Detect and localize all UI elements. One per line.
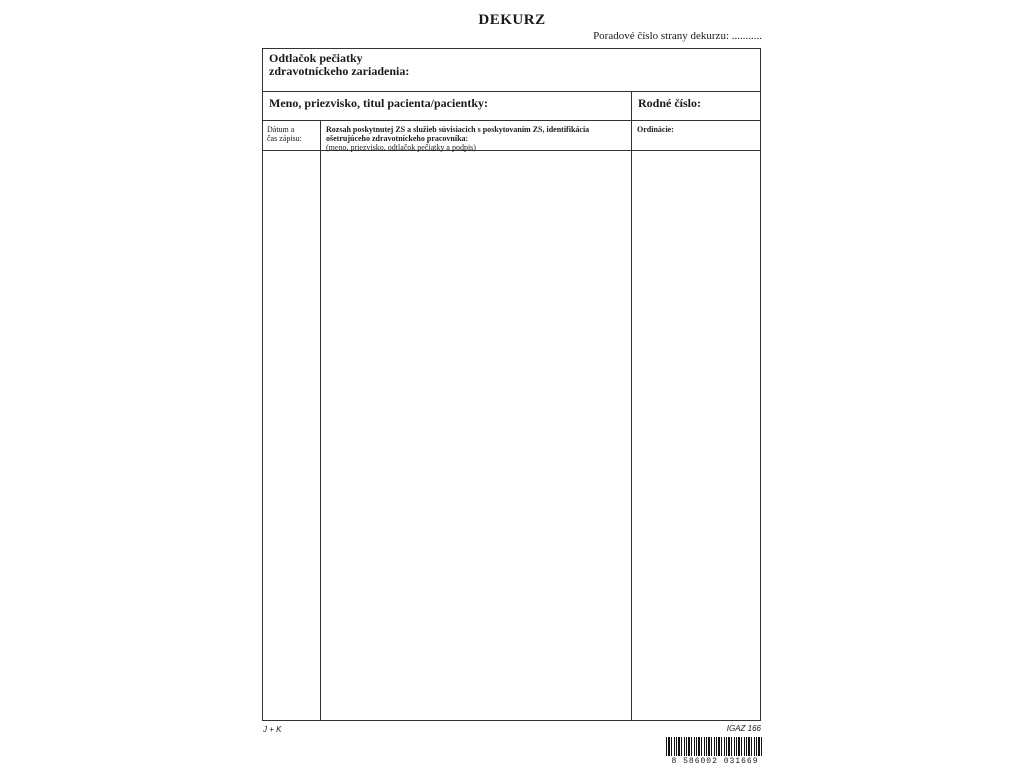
document-title: DEKURZ: [478, 12, 546, 28]
stamp-label: [269, 52, 409, 78]
barcode-digits: 8 586002 031669: [671, 757, 759, 766]
birth-number-divider: [631, 92, 632, 121]
stamp-row: [263, 49, 760, 92]
date-column-divider: [320, 121, 321, 720]
birth-number-label: Rodné číslo:: [638, 96, 701, 110]
scope-column-header: [326, 125, 626, 152]
patient-name-label: Meno, priezvisko, titul pacienta/pacientky:: [269, 96, 488, 110]
page-number-label: Poradové číslo strany dekurzu: ...........: [593, 30, 762, 42]
date-column-header: [267, 125, 317, 143]
scope-header-note: (meno, priezvisko, odtlačok pečiatky a podpis): [326, 143, 476, 152]
barcode-bars: [666, 737, 764, 756]
stamp-label-line1: Odtlačok pečiatky: [269, 51, 363, 65]
stamp-label-line2: zdravotníckeho zariadenia:: [269, 64, 410, 78]
patient-row: [263, 92, 760, 121]
date-header-line2: čas zápisu:: [267, 134, 302, 143]
barcode: [666, 737, 764, 765]
scope-header-text: Rozsah poskytnutej ZS a služieb súvisiacich s poskytovaním ZS, identifikácia ošetrujúceho zdravotníckeho pracovníka:: [326, 125, 590, 143]
office-column-header: Ordinácie:: [637, 125, 674, 134]
footer-form-code: IGAZ 166: [726, 724, 761, 733]
office-column-divider: [631, 121, 632, 720]
footer-left-code: J + K: [263, 725, 282, 734]
date-header-line1: Dátum a: [267, 125, 295, 134]
dekurz-form: [262, 48, 761, 721]
